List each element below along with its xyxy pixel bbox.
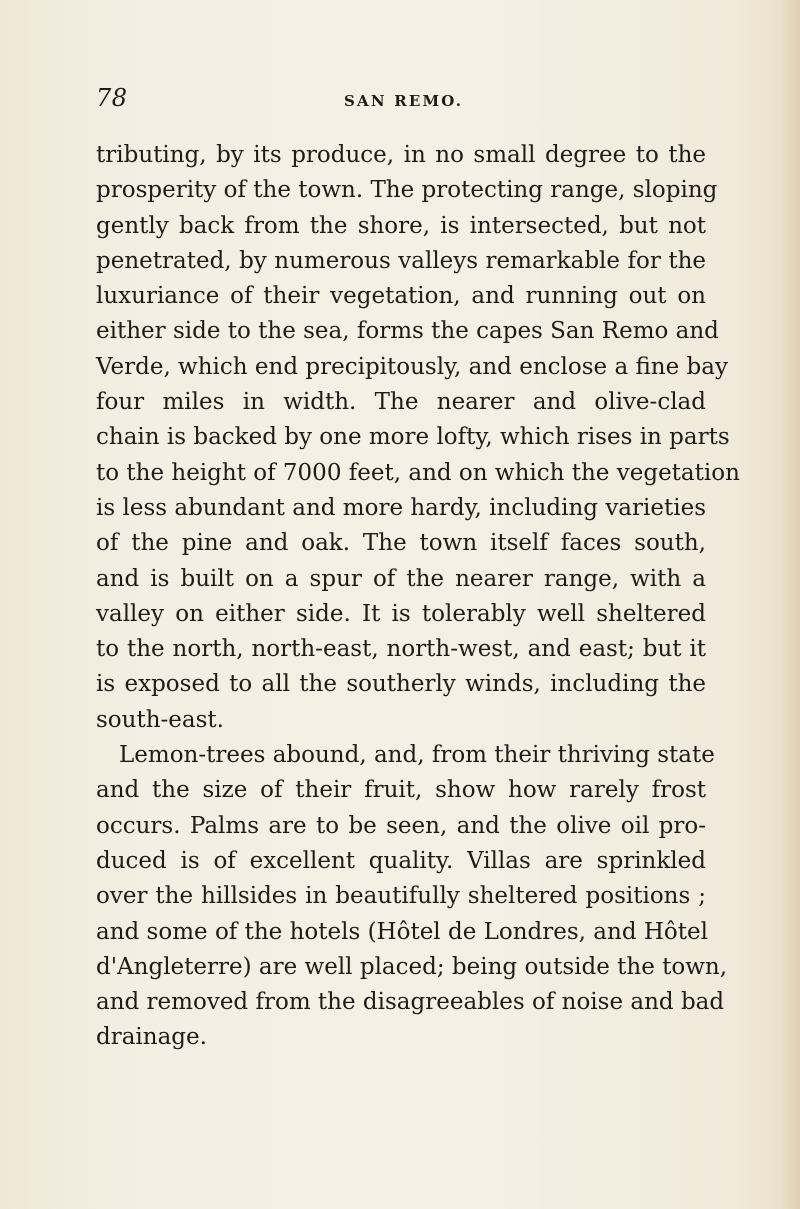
text-line: to the north, north-east, north-west, and east; but it [96, 636, 706, 663]
text-line: gently back from the shore, is intersected, but not [96, 212, 706, 239]
text-line: and removed from the disagreeables of noise and bad [96, 989, 725, 1016]
text-line: and some of the hotels (Hôtel de Londres, and Hôtel [96, 918, 708, 945]
text-line: duced is of excellent quality. Villas are sprinkled [96, 847, 706, 874]
paragraph-1 [96, 138, 740, 738]
page-header [96, 84, 708, 118]
running-head: SAN REMO. [344, 92, 464, 110]
text-line: occurs. Palms are to be seen, and the olive oil pro- [96, 812, 706, 839]
page-number: 78 [96, 84, 128, 112]
text-line: chain is backed by one more lofty, which rises in parts [96, 424, 730, 451]
text-line: and the size of their fruit, show how rarely frost [96, 777, 706, 804]
paragraph-2 [96, 738, 728, 1056]
body-text [96, 138, 740, 1056]
text-line: prosperity of the town. The protecting range, sloping [96, 177, 718, 204]
text-line: of the pine and oak. The town itself faces south, [96, 530, 706, 557]
text-line: Lemon-trees abound, and, from their thriving state [119, 742, 715, 769]
page-edge-shadow [782, 0, 800, 1209]
text-line: tributing, by its produce, in no small degree to the [96, 142, 706, 168]
text-line: is less abundant and more hardy, including varieties [96, 494, 706, 521]
text-line: to the height of 7000 feet, and on which the vegetation [96, 459, 740, 486]
text-line: luxuriance of their vegetation, and running out on [96, 283, 706, 310]
text-line: south-east. [96, 706, 224, 733]
text-line: Verde, which end precipitously, and enclose a fine bay [96, 353, 728, 380]
text-line: four miles in width. The nearer and olive-clad [96, 389, 706, 416]
text-line: drainage. [96, 1024, 207, 1051]
text-line: either side to the sea, forms the capes San Remo and [96, 318, 719, 345]
text-line: is exposed to all the southerly winds, including the [96, 671, 706, 698]
text-line: valley on either side. It is tolerably well sheltered [96, 600, 706, 627]
text-line: over the hillsides in beautifully sheltered positions ; [96, 883, 706, 910]
text-line: and is built on a spur of the nearer range, with a [96, 565, 706, 592]
text-line: penetrated, by numerous valleys remarkable for the [96, 247, 706, 274]
text-line: d'Angleterre) are well placed; being outside the town, [96, 953, 728, 980]
